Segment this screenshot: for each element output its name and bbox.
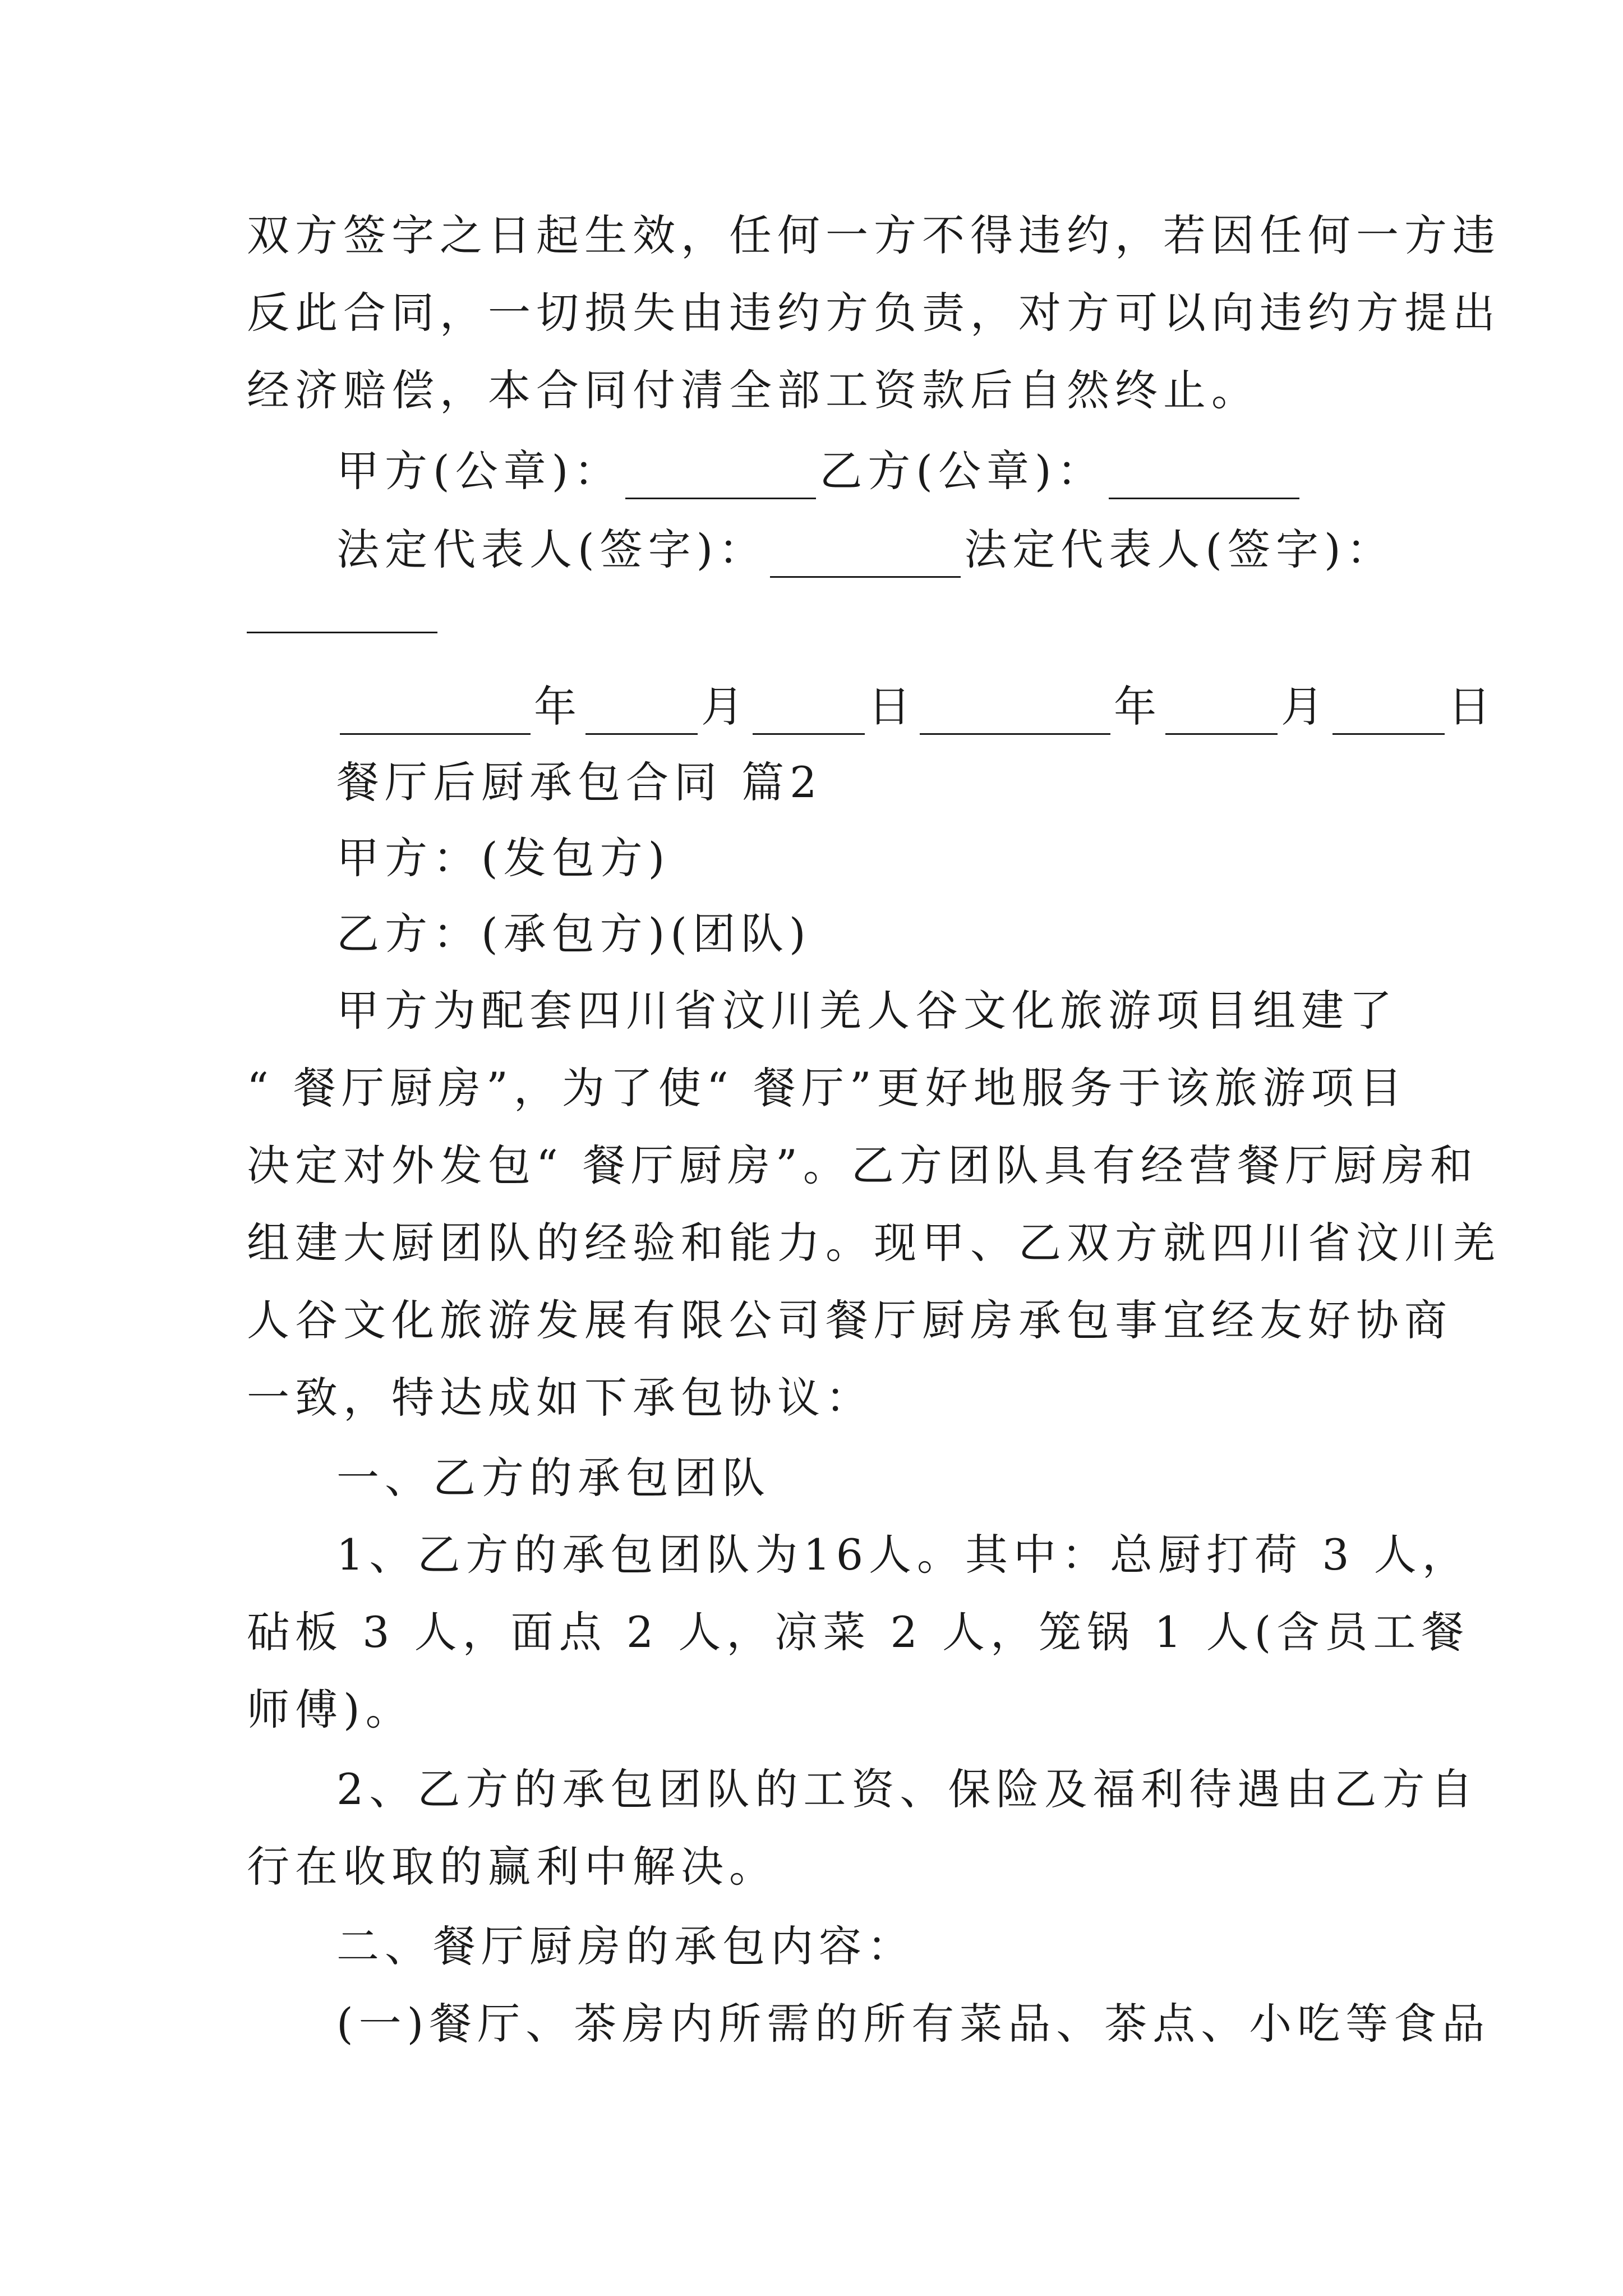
text-line: 一致，特达成如下承包协议： <box>247 1373 874 1423</box>
heading-2: 二、餐厅厨房的承包内容： <box>336 1921 915 1971</box>
date-line <box>336 679 1496 735</box>
month-label: 月 <box>1281 682 1329 731</box>
party-a-rep-label: 法定代表人(签字)： <box>336 524 767 574</box>
party-a-line: 甲方：(发包方) <box>336 833 671 883</box>
party-a-seal-label: 甲方(公章)： <box>336 446 623 496</box>
party-b-rep-blank <box>247 632 437 633</box>
seal-line <box>336 443 1385 499</box>
text-line: 反此合同，一切损失由违约方负责，对方可以向违约方提出 <box>247 288 1501 338</box>
month-blank-a <box>585 694 698 735</box>
text-line: 经济赔偿，本合同付清全部工资款后自然终止。 <box>247 365 1260 415</box>
party-a-seal-blank <box>625 458 816 499</box>
representative-line <box>336 522 1395 578</box>
day-blank-a <box>753 694 865 735</box>
day-label: 日 <box>868 682 916 731</box>
text-line: 1、乙方的承包团队为16人。其中：总厨打荷 3 人， <box>336 1530 1470 1580</box>
section-title: 餐厅后厨承包合同 篇2 <box>336 757 823 807</box>
party-a-rep-blank <box>770 537 961 578</box>
party-b-seal-blank <box>1109 458 1299 499</box>
party-b-line: 乙方：(承包方)(团队) <box>336 909 811 959</box>
text-line: (一)餐厅、茶房内所需的所有菜品、茶点、小吃等食品 <box>336 1999 1491 2049</box>
year-blank-a <box>340 694 531 735</box>
text-line: 师傅)。 <box>247 1685 414 1734</box>
heading-1: 一、乙方的承包团队 <box>336 1453 771 1503</box>
day-blank-b <box>1332 694 1445 735</box>
text-line: 2、乙方的承包团队的工资、保险及福利待遇由乙方自 <box>336 1764 1479 1814</box>
year-label: 年 <box>1114 682 1162 731</box>
text-line: 甲方为配套四川省汶川羌人谷文化旅游项目组建了 <box>336 986 1398 1036</box>
party-b-rep-label: 法定代表人(签字)： <box>964 524 1395 574</box>
text-line: 人谷文化旅游发展有限公司餐厅厨房承包事宜经友好协商 <box>247 1295 1453 1345</box>
month-blank-b <box>1165 694 1278 735</box>
month-label: 月 <box>701 682 749 731</box>
text-line: “ 餐厅厨房”，为了使“ 餐厅”更好地服务于该旅游项目 <box>247 1063 1408 1113</box>
text-line: 双方签字之日起生效，任何一方不得违约，若因任何一方违 <box>247 210 1501 260</box>
year-label: 年 <box>534 682 582 731</box>
text-line: 决定对外发包“ 餐厅厨房”。乙方团队具有经营餐厅厨房和 <box>247 1140 1478 1190</box>
party-b-seal-label: 乙方(公章)： <box>819 446 1105 496</box>
year-blank-b <box>920 694 1110 735</box>
text-line: 行在收取的赢利中解决。 <box>247 1842 777 1892</box>
day-label: 日 <box>1448 682 1496 731</box>
text-line: 砧板 3 人，面点 2 人，凉菜 2 人，笼锅 1 人(含员工餐 <box>247 1607 1470 1657</box>
text-line: 组建大厨团队的经验和能力。现甲、乙双方就四川省汶川羌 <box>247 1218 1501 1268</box>
